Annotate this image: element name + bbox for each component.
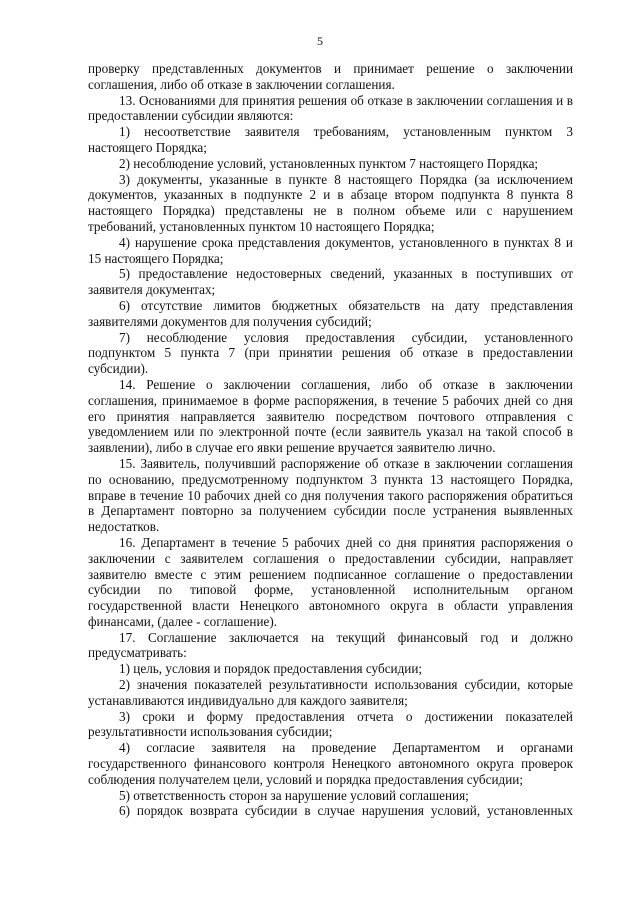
paragraph-17-item-1: 1) цель, условия и порядок предоставления субсидии; [119,661,423,677]
paragraph-17-item-2: 2) значения показателей результативности использования субсидии, которые устанавливаются индивидуально для каждого заявителя; [88,677,573,708]
paragraph-13-item-2: 2) несоблюдение условий, установленных пунктом 7 настоящего Порядка; [119,155,539,171]
document-body [88,61,573,819]
paragraph-13-item-7: 7) несоблюдение условия предоставления субсидии, установленного подпунктом 5 пункта 7 (при принятии решения об отказе в предоставлении субсидии). [88,329,573,377]
paragraph-13-item-5: 5) предоставление недостоверных сведений, указанных в поступивших от заявителя документах; [88,266,573,298]
paragraph-17-item-5: 5) ответственность сторон за нарушение условий соглашения; [119,787,469,803]
paragraph-13-item-4: 4) нарушение срока представления документов, установленного в пунктах 8 и 15 настоящего Порядка; [88,234,573,266]
paragraph-16: 16. Департамент в течение 5 рабочих дней со дня принятия распоряжения о заключении с заявителем соглашения о предоставлении субсидии, направляет заявителю вместе с этим решением подписанное соглашение о предоставлении субсидии по типовой форме, установленной исполнительным органом государственной власти Ненецкого автономного округа в области управления финансами, (далее - соглашение). [88,534,573,629]
page-number: 5 [317,34,323,48]
paragraph-17-item-6: 6) порядок возврата субсидии в случае нарушения условий, установленных [119,803,573,819]
paragraph-13-item-1: 1) несоответствие заявителя требованиям, установленным пунктом 3 настоящего Порядка; [88,124,573,155]
paragraph-continuation: проверку представленных документов и принимает решение о заключении соглашения, либо об отказе в заключении соглашения. [88,61,573,92]
paragraph-14: 14. Решение о заключении соглашения, либо об отказе в заключении соглашения, принимаемое в форме распоряжения, в течение 5 рабочих дней со дня его принятия направляется заявителю посредством почтового отправления с уведомлением или по электронной почте (если заявитель указал на такой способ в заявлении), либо в случае его явки решение вручается заявителю лично. [88,376,573,456]
paragraph-17-item-4: 4) согласие заявителя на проведение Департаментом и органами государственного финансового контроля Ненецкого автономного округа проверок соблюдения получателем цели, условий и порядка предоставления субсидии; [88,740,573,787]
paragraph-17-item-3: 3) сроки и форму предоставления отчета о достижении показателей результативности использования субсидии; [88,708,573,740]
paragraph-13-item-3: 3) документы, указанные в пункте 8 настоящего Порядка (за исключением документов, указанных в подпункте 2 и в абзаце втором подпункта 8 пункта 8 настоящего Порядка) представлены не в полном объеме или с нарушением требований, установленных пунктом 10 настоящего Порядка; [88,171,573,234]
paragraph-15: 15. Заявитель, получивший распоряжение об отказе в заключении соглашения по основанию, предусмотренному подпунктом 3 пункта 13 настоящего Порядка, вправе в течение 10 рабочих дней со дня получения такого распоряжения обратиться в Департамент повторно за получением субсидии после устранения выявленных недостатков. [88,455,573,535]
paragraph-17: 17. Соглашение заключается на текущий финансовый год и должно предусматривать: [88,629,573,661]
paragraph-13-item-6: 6) отсутствие лимитов бюджетных обязательств на дату представления заявителями документов для получения субсидий; [88,297,573,329]
paragraph-13: 13. Основаниями для принятия решения об отказе в заключении соглашения и в предоставлении субсидии являются: [88,92,573,124]
